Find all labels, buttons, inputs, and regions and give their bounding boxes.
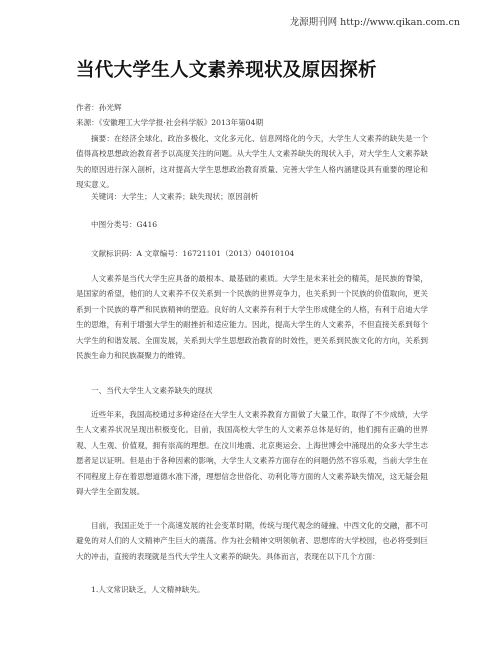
article-classification: 中图分类号：G416 <box>91 220 158 229</box>
article-source: 来源：《安徽理工大学学报·社会科学版》2013年第04期 <box>76 118 264 127</box>
article-title: 当代大学生人文素养现状及原因探析 <box>76 60 377 81</box>
article-keywords: 关键词：大学生；人文素养；缺失现状；原因剖析 <box>91 192 259 201</box>
site-header-link[interactable]: 龙源期刊网 http://www.qikan.com.cn <box>289 17 460 28</box>
section-heading: 一、当代大学生人文素养缺失的现状 <box>91 386 213 395</box>
subsection-heading: 1.人文常识缺乏，人文精神缺失。 <box>91 585 205 594</box>
article-abstract: 摘要：在经济全球化、政治多极化、文化多元化、信息网络化的今天，大学生人文素养的缺失是一个值得高校思想政治教育者予以高度关注的问题。从大学生人文素养缺失的现状入手，对大学生人文素养缺失的原因进行深入剖析，这对提高大学生思想政治教育质量、完善大学生人格内涵建设具有重要的理论和现实意义。 <box>76 134 428 190</box>
body-paragraph: 近些年来，我国高校通过多种途径在大学生人文素养教育方面做了大量工作，取得了不少成绩，大学生人文素养状况呈现出积极变化。目前，我国高校大学生的人文素养总体是好的，他们拥有正确的世界观、人生观、价值观，拥有崇高的理想。在汶川地震、北京奥运会、上海世博会中涌现出的众多大学生志愿者足以证明。但是由于各种因素的影响，大学生人文素养方面存在的问题仍然不容乐观，当前大学生在不同程度上存在着思想道德水准下滑，理想信念世俗化、功利化等方面的人文素养缺失情况，这无疑会阻碍大学生全面发展。 <box>76 410 428 497</box>
article-author: 作者：孙光辉 <box>76 103 122 112</box>
body-paragraph: 目前，我国正处于一个高速发展的社会变革时期，传统与现代观念的碰撞、中西文化的交融，都不可避免的对人们的人文精神产生巨大的震荡。作为社会精神文明领航者、思想库的大学校园，也必将受到巨大的冲击，直接的表现就是当代大学生人文素养的缺失。具体而言，表现在以下几个方面： <box>76 521 428 561</box>
body-paragraph: 人文素养是当代大学生应具备的最根本、最基础的素质。大学生是未来社会的精英，是民族的脊梁，是国家的希望，他们的人文素养不仅关系到一个民族的世界竞争力，也关系到一个民族的价值取向，更关系到一个民族的尊严和民族精神的塑造。良好的人文素养有利于大学生形成健全的人格，有利于启迪大学生的思维，有利于增强大学生的耐挫折和适应能力。因此，提高大学生的人文素养，不但直接关系到每个大学生的和谐发展、全面发展，关系到大学生思想政治教育的时效性，更关系到民族文化的方向，关系到民族生命力和民族凝聚力的维铸。 <box>76 274 428 361</box>
article-doc-code: 文献标识码：A 文章编号：16721101（2013）04010104 <box>91 249 295 258</box>
